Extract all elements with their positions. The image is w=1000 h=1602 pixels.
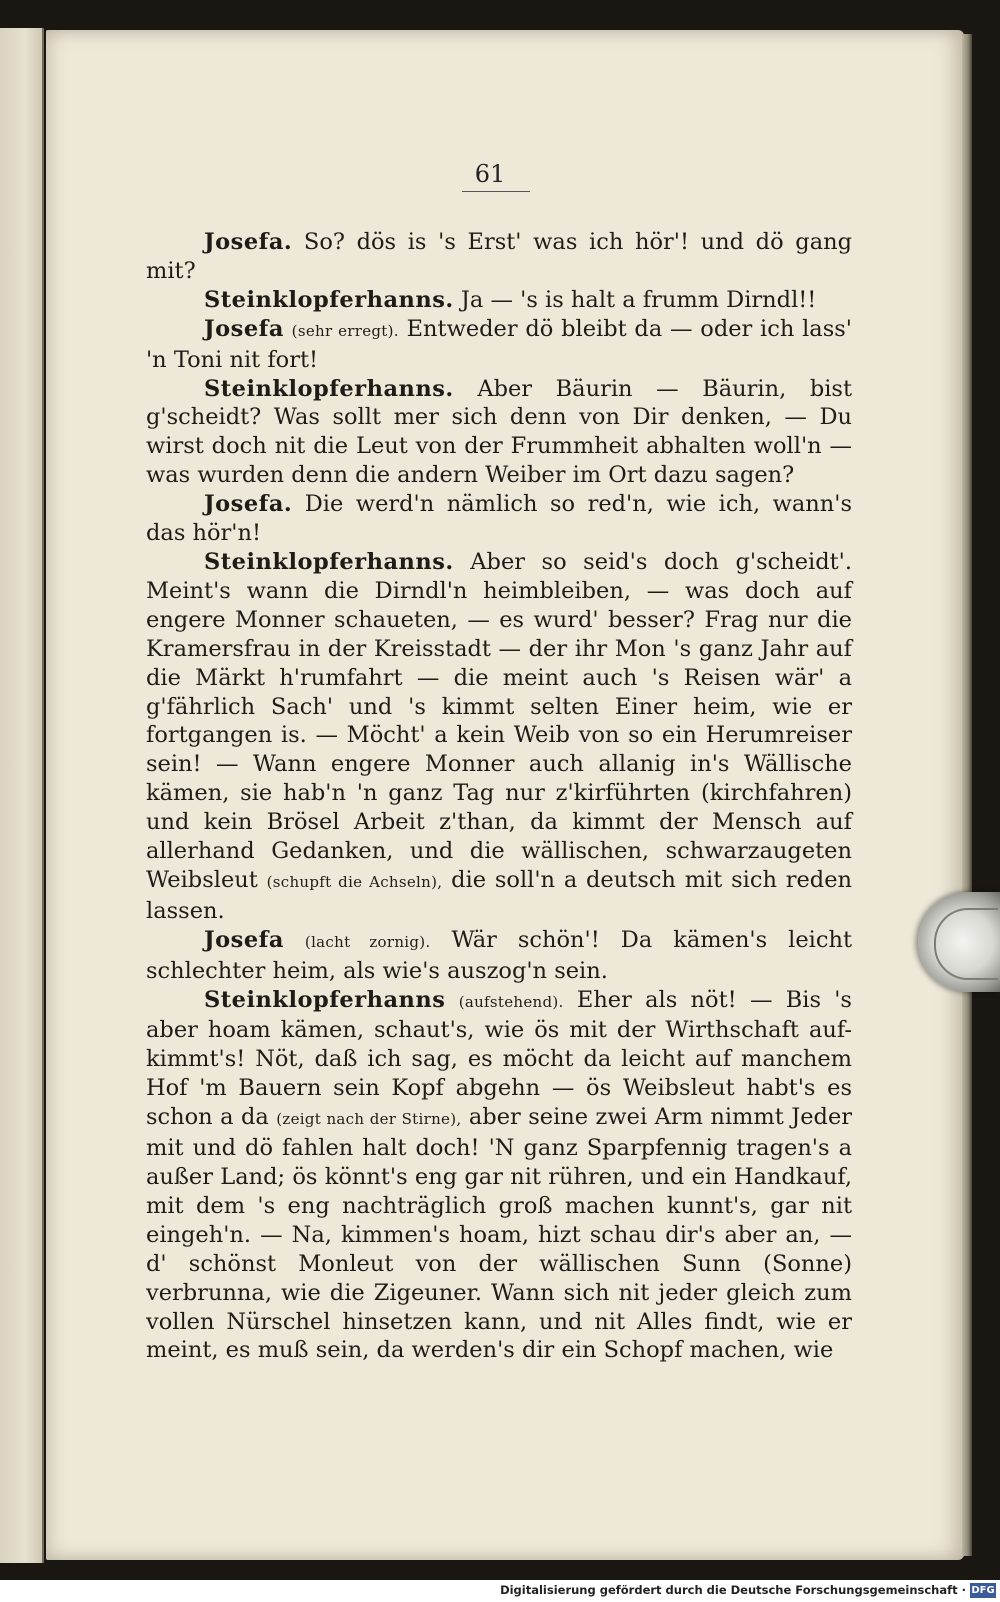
stage-direction: (zeigt nach der Stirne), bbox=[276, 1110, 462, 1129]
paragraph bbox=[146, 986, 852, 1366]
paragraph-text: Eher als nöt! — Bis 's aber hoam kämen, schaut's, wie ös mit der Wirthschaft auf-kimmt's! Nöt, daß ich sag, es möcht da leicht auf manchem Hof 'm Bauern sein Kopf abgehn — ös Weibsleut habt's es schon a da bbox=[146, 986, 852, 1131]
page-block-edge bbox=[962, 34, 972, 1556]
speaker-name: Josefa bbox=[204, 926, 284, 953]
page-number: 61 bbox=[474, 160, 506, 188]
stage-direction: (lacht zornig). bbox=[304, 932, 431, 951]
speaker-name: Josefa. bbox=[204, 229, 293, 255]
speaker-name: Steinklopferhanns. bbox=[204, 286, 454, 313]
speaker-name: Josefa bbox=[204, 315, 284, 342]
speaker-name: Steinklopferhanns bbox=[204, 986, 446, 1013]
paragraph bbox=[146, 548, 852, 926]
paragraph bbox=[146, 375, 852, 491]
paragraph bbox=[146, 926, 852, 986]
paragraph-text: aber seine zwei Arm nimmt Jeder mit und dö fahlen halt doch! 'N ganz Sparpfennig tragen's a außer Land; ös könnt's eng gar nit rühren, und ein Handkauf, mit dem 's eng nachträglich groß machen kunnt's, gar nit eingeh'n. — Na, kimmen's hoam, hizt schau dir's aber an, — d' schönst Monleut von der wällischen Sunn (Sonne) verbrunna, wie die Zigeuner. Wann sich nit jeder gleich zum vollen Nürschel hinsetzen kann, und nit Alles findt, wie er meint, es muß sein, da werden's dir ein Schopf machen, wie bbox=[146, 1104, 853, 1364]
stage-direction: (aufstehend). bbox=[458, 992, 564, 1011]
speaker-name: Steinklopferhanns. bbox=[204, 548, 454, 575]
paragraph-text: Entweder dö bleibt da — oder ich lass' 'n Toni nit fort! bbox=[146, 315, 852, 373]
paragraph-text: Aber Bäurin — Bäurin, bist g'scheidt? Was sollt mer sich denn von Dir denken, — Du wirst doch nit die Leut von der Frummheit abhalten woll'n — was wurden denn die andern Weiber im Ort dazu sagen? bbox=[146, 375, 853, 489]
stage-direction: (sehr erregt). bbox=[291, 321, 399, 340]
paragraph-text: Aber so seid's doch g'scheidt'. Meint's wann die Dirndl'n heimbleiben, — was doch auf engere Monner schaueten, — es wurd' besser? Frag nur die Kramersfrau in der Kreisstadt — der ihr Mon 's ganz Jahr auf die Märkt h'rumfahrt — die meint auch 's Reisen wär' a g'fährlich Sach' und 's kimmt selten Einer heim, wie er fortgangen is. — Möcht' a kein Weib von so ein Herumreiser sein! — Wann engere Monner auch allanig in's Wällische kämen, sie hab'n 'n ganz Tag nur z'kirführten (kirchfahren) und kein Brösel Arbeit z'than, da kimmt der Mensch auf allerhand Gedanken, und die wällischen, schwarzaugeten Weibsleut bbox=[146, 548, 853, 893]
paragraph-text: die soll'n a deutsch mit sich reden lassen. bbox=[146, 866, 853, 924]
left-page-edge bbox=[0, 28, 44, 1563]
page-clip-ring bbox=[934, 908, 998, 980]
page-text bbox=[146, 228, 852, 1365]
paragraph bbox=[146, 315, 852, 375]
footer-credit: Digitalisierung gefördert durch die Deutsche Forschungsgemeinschaft · bbox=[500, 1583, 966, 1597]
speaker-name: Steinklopferhanns. bbox=[204, 375, 454, 402]
paragraph bbox=[146, 286, 852, 315]
stage-direction: (schupft die Achseln), bbox=[266, 872, 443, 891]
speaker-name: Josefa. bbox=[204, 491, 293, 518]
digitization-footer bbox=[0, 1580, 1000, 1602]
page-number-rule bbox=[462, 191, 530, 192]
paragraph-text: Die werd'n nämlich so red'n, wie ich, wann's das hör'n! bbox=[146, 491, 852, 547]
paragraph-text: Wär schön'! Da kämen's leicht schlechter heim, als wie's auszog'n sein. bbox=[146, 926, 853, 984]
paragraph-text: So? dös is 's Erst' was ich hör'! und dö gang mit? bbox=[146, 229, 853, 284]
paragraph bbox=[146, 490, 852, 548]
paragraph-text: Ja — 's is halt a frumm Dirndl!! bbox=[460, 286, 817, 313]
paragraph bbox=[146, 228, 852, 286]
dfg-logo-icon: DFG bbox=[971, 1585, 995, 1596]
